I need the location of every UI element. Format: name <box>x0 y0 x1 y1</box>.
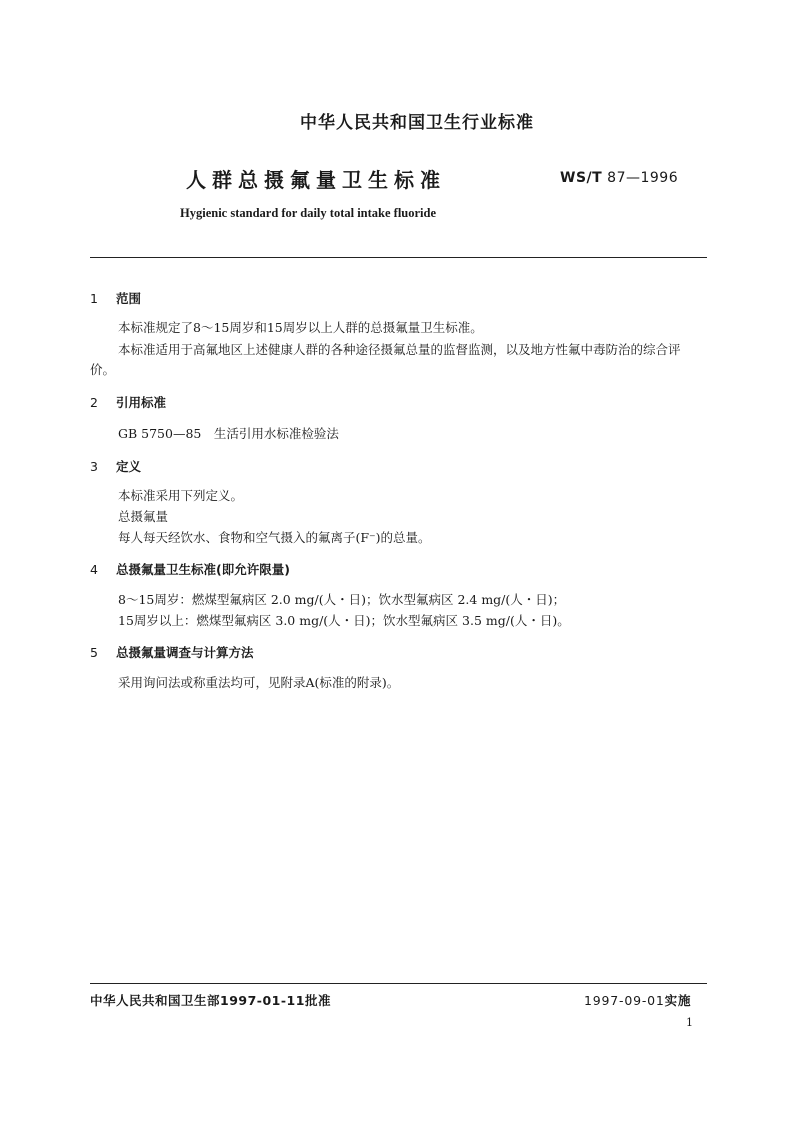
section-heading-1 <box>90 289 141 307</box>
paragraph: GB 5750—85 生活引用水标准检验法 <box>118 426 339 441</box>
page-number: 1 <box>686 1016 693 1029</box>
issuing-organization: 中华人民共和国卫生行业标准 <box>300 113 534 133</box>
implementation-label: 实施 <box>664 993 692 1008</box>
section-title: 总摄氟量调查与计算方法 <box>116 645 254 660</box>
term: 总摄氟量 <box>118 509 169 524</box>
section-number: 4 <box>90 562 98 577</box>
section-heading-5 <box>90 643 254 661</box>
paragraph: 采用询问法或称重法均可，见附录A(标准的附录)。 <box>118 675 400 690</box>
implementation-statement <box>584 991 691 1009</box>
paragraph: 本标准采用下列定义。 <box>118 488 244 503</box>
paragraph: 本标准适用于高氟地区上述健康人群的各种途径摄氟总量的监督监测，以及地方性氟中毒防治的综合评价。 <box>90 342 681 377</box>
definition: 每人每天经饮水、食物和空气摄入的氟离子(F⁻)的总量。 <box>118 530 431 545</box>
standard-code-prefix: WS/T <box>560 170 603 186</box>
section-heading-4 <box>90 560 290 578</box>
limit-line-age-over-15: 15周岁以上：燃煤型氟病区 3.0 mg/(人・日)；饮水型氟病区 3.5 mg/(人・日)。 <box>118 613 570 628</box>
section-title: 引用标准 <box>116 395 167 410</box>
approval-statement: 中华人民共和国卫生部1997-01-11批准 <box>90 993 331 1008</box>
section-number: 3 <box>90 459 98 474</box>
section-heading-3 <box>90 457 141 475</box>
standard-code <box>560 170 678 186</box>
implementation-date: 1997-09-01 <box>584 993 665 1008</box>
section-number: 5 <box>90 645 98 660</box>
document-title-english: Hygienic standard for daily total intake fluoride <box>180 206 437 220</box>
document-title: 人群总摄氟量卫生标准 <box>186 168 446 192</box>
section-title: 范围 <box>116 291 142 306</box>
header-divider <box>90 257 707 258</box>
section-number: 2 <box>90 395 98 410</box>
section-title: 定义 <box>116 459 142 474</box>
paragraph: 本标准规定了8～15周岁和15周岁以上人群的总摄氟量卫生标准。 <box>118 320 483 335</box>
limit-line-age-8-15: 8～15周岁：燃煤型氟病区 2.0 mg/(人・日)；饮水型氟病区 2.4 mg/(人・日)； <box>118 592 566 607</box>
section-title: 总摄氟量卫生标准(即允许限量) <box>116 562 290 577</box>
section-number: 1 <box>90 291 98 306</box>
footer-divider <box>90 983 707 984</box>
standard-code-number: 87—1996 <box>607 170 679 186</box>
section-heading-2 <box>90 393 166 411</box>
